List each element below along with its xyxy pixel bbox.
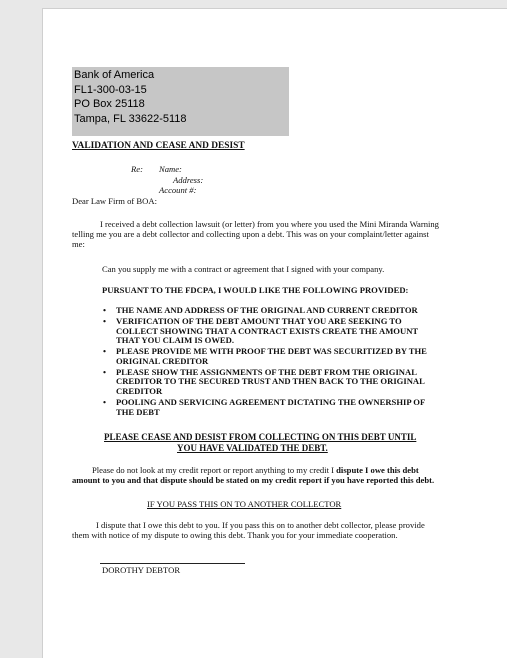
re-account-field: Account #: [159, 185, 197, 195]
signature-name: DOROTHY DEBTOR [102, 565, 181, 575]
bullet-icon: • [103, 396, 107, 407]
letter-title: VALIDATION AND CEASE AND DESIST [72, 141, 245, 151]
bullet-icon: • [103, 366, 107, 377]
re-label: Re: [131, 164, 143, 174]
list-item: • POOLING AND SERVICING AGREEMENT DICTATING THE OWNERSHIP OF THE DEBT [103, 396, 425, 417]
paragraph-contract-request: Can you supply me with a contract or agreement that I signed with your company. [102, 264, 385, 274]
paragraph-credit-report: Please do not look at my credit report or report anything to my credit I dispute I owe this debt amount to you and that dispute should be stated on my credit report if you have reported this debt. [72, 465, 435, 485]
address-line: PO Box 25118 [74, 98, 145, 111]
bullet-icon: • [103, 346, 107, 357]
list-item: • THE NAME AND ADDRESS OF THE ORIGINAL AND CURRENT CREDITOR [103, 305, 418, 315]
signature-line [100, 563, 245, 564]
pass-heading: IF YOU PASS THIS ON TO ANOTHER COLLECTOR [147, 499, 342, 509]
requested-items-list [102, 306, 442, 418]
re-name-field: Name: [159, 164, 182, 174]
bullet-icon: • [103, 305, 107, 315]
bullet-icon: • [103, 315, 107, 326]
cease-heading-line2: YOU HAVE VALIDATED THE DEBT. [177, 443, 328, 453]
address-line: Tampa, FL 33622-5118 [74, 112, 187, 125]
address-line: Bank of America [74, 69, 155, 81]
re-address-field: Address: [173, 175, 204, 185]
list-item: • VERIFICATION OF THE DEBT AMOUNT THAT YOU ARE SEEKING TO COLLECT SHOWING THAT A CONTRACT EXISTS CREATE THE AMOUNT THAT YOU CLAIM IS OWED. [103, 315, 418, 346]
list-item: • PLEASE PROVIDE ME WITH PROOF THE DEBT WAS SECURITIZED BY THE ORIGINAL CREDITOR [103, 346, 427, 366]
salutation: Dear Law Firm of BOA: [72, 196, 157, 206]
list-item: • PLEASE SHOW THE ASSIGNMENTS OF THE DEBT FROM THE ORIGINAL CREDITOR TO THE SECURED TRUST AND THEN BACK TO THE ORIGINAL CREDITOR [103, 366, 425, 396]
recipient-address-block [72, 67, 289, 127]
pursuant-heading: PURSUANT TO THE FDCPA, I WOULD LIKE THE FOLLOWING PROVIDED: [102, 285, 409, 295]
paragraph-lawsuit: I received a debt collection lawsuit (or letter) from you where you used the Mini Miranda Warning telling me you are a debt collector and collecting upon a debt. This was on your complaint/letter against me: [72, 219, 439, 249]
address-highlight-bar [72, 127, 289, 136]
cease-heading-line1: PLEASE CEASE AND DESIST FROM COLLECTING ON THIS DEBT UNTIL [104, 432, 417, 442]
address-line: FL1-300-03-15 [74, 83, 147, 96]
paragraph-dispute: I dispute that I owe this debt to you. If you pass this on to another debt collector, please provide them with notice of my dispute to owing this debt. Thank you for your immediate cooperation. [72, 520, 425, 540]
